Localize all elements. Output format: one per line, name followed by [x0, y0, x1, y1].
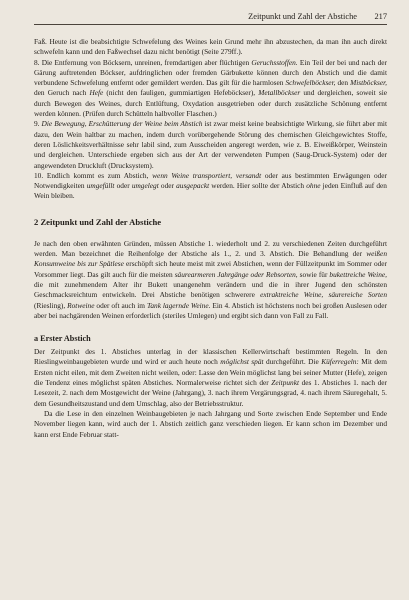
subsection-paragraph-1: Der Zeitpunkt des 1. Abstiches unterlag in der klassischen Kellerwirtschaft bestimmten Regeln. In den Rieslingweinbaugebieten wurde und wird er auch heute noch möglichst spät durchgeführt. Die Küferregeln: Mit dem Ersten nicht eilen, mit dem Zweiten nicht weilen, oder: Lasse den Wein möglichst lang bei seiner Mutter (Hefe), zeigen die Tendenz eines möglichst späten Abstiches. Normalerweise richtet sich der Zeitpunkt des 1. Abstiches 1. nach der Lesezeit, 2. nach dem Mostgewicht der Weine (Jahrgang), 3. nach ihrem Vergärungsgrad, 4. nach ihrem Säuregehalt, 5. dem Gesundheitszustand und dem Umschlag, also der Betriebsstruktur.	[34, 347, 387, 408]
continued-paragraph: Faß. Heute ist die beabsichtigte Schwefelung des Weines kein Grund mehr ihn abzustechen, da man ihn auch direkt schwefeln kann und den Faßwechsel dazu nicht benötigt (Seite 279ff.).	[34, 37, 387, 57]
running-header	[34, 10, 387, 25]
page-number: 217	[374, 12, 387, 21]
subsection-paragraph-2: Da die Lese in den einzelnen Weinbaugebieten je nach Jahrgang und Sorte zwischen Ende September und Ende November liegen kann, wird auch der 1. Abstich zeitlich ganz verschieden liegen. Er kann schon im Dezember und kann erst Ende Februar statt-	[34, 408, 387, 439]
section-paragraph: Je nach den oben erwähnten Gründen, müssen Abstiche 1. wiederholt und 2. zu verschiedenen Zeiten durchgeführt werden. Man bezeichnet die Reihenfolge der Abstiche als 1., 2. und 3. Abstich. Die Behandlung der weißen Konsumweine bis zur Spätlese erschöpft sich heute meist mit zwei Abstichen, wenn der Füllzeitpunkt im Sommer oder Vorsommer liegt. Das gilt auch für die meisten säurearmeren Jahrgänge oder Rebsorten, sowie für bukettreiche Weine, die mit zunehmendem Alter ihr Bukett unangenehm verändern und die in ihrer Jugend den schönsten Geschmacksreichtum entwickeln. Drei Abstiche benötigen schwerere extraktreiche Weine, säurereiche Sorten (Riesling), Rotweine oder oft auch im Tank lagernde Weine. Ein 4. Abstich ist höchstens noch bei großen Auslesen oder aber bei nachgärenden Weinen erforderlich (steriles Umlegen) und ergibt sich dann von Fall zu Fall.	[34, 238, 387, 320]
section-heading: 2 Zeitpunkt und Zahl der Abstiche	[34, 216, 162, 227]
running-title: Zeitpunkt und Zahl der Abstiche	[248, 12, 357, 21]
page-body	[34, 37, 387, 440]
list-item-8: 8. Die Entfernung von Böcksern, unreinen, fremdartigen aber flüchtigen Geruchsstoffen. Ein Teil der bei und nach der Gärung auftretenden Böckser, aufdringlichen oder fremden Gärbukette können durch den Abstich und die damit verbundene Schwefelung entfernt oder gemildert werden. Das gilt für die harmlosen Schwefelböckser, den Mistböckser, den Geruch nach Hefe (nicht den fauligen, gummiartigen Hefeböckser), Metallböckser und dergleichen, soweit sie durch Bewegen des Weines, durch Entlüftung, Oxydation ausgetrieben oder durch zusätzliche Schönung entfernt werden können. (Prüfen durch Schütteln halbvoller Flaschen.)	[34, 57, 387, 119]
list-item-9: 9. Die Bewegung, Erschütterung der Weine beim Abstich ist zwar meist keine beabsichtigte Wirkung, sie führt aber mit dazu, den Wein haltbar zu machen, indem durch vorübergehende Störung des chemischen Gleichgewichtes Stoffe, deren Löslichkeitsverhältnisse sehr labil sind, zum Ausscheiden angeregt werden, wie z. B. Eiweißkörper, Weinstein und dergleichen. Unterschiede ergeben sich aus der Art der verwendeten Pumpen (Saug-Druck-System) oder der angewendeten Druckluft (Drucksystem).	[34, 119, 387, 170]
subsection-heading: a Erster Abstich	[34, 334, 91, 344]
list-item-10: 10. Endlich kommt es zum Abstich, wenn Weine transportiert, versandt oder aus bestimmten Erwägungen oder Notwendigkeiten umgefüllt oder umgelegt oder ausgepackt werden. Hier sollte der Abstich ohne jeden Einfluß auf den Wein bleiben.	[34, 170, 387, 201]
